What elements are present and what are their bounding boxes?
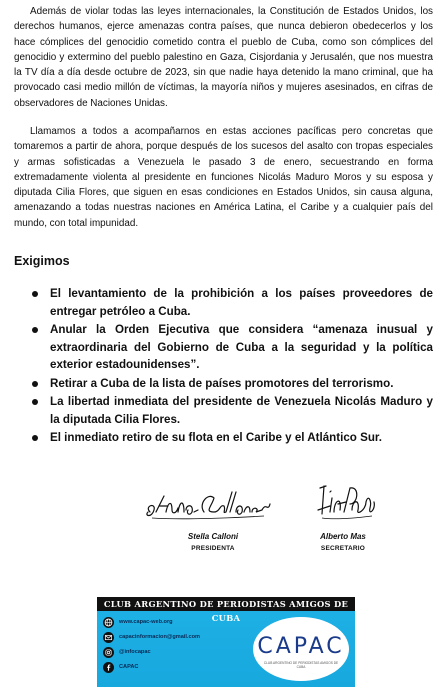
- list-item: [14, 393, 433, 428]
- list-item: [14, 375, 433, 393]
- demand-text: Anular la Orden Ejecutiva que considera “amenaza inusual y extraordinaria del Gobierno de Cuba a la seguridad y la política exterior estadounidenses”.: [50, 323, 433, 371]
- contact-text: @infocapac: [119, 649, 151, 655]
- capac-logo: [253, 617, 349, 681]
- list-item: [14, 285, 433, 320]
- contact-text: www.capac-web.org: [119, 619, 173, 625]
- bullet-icon: [32, 327, 38, 333]
- contact-instagram[interactable]: [103, 645, 151, 659]
- bullet-icon: [32, 381, 38, 387]
- banner-title: CLUB ARGENTINO DE PERIODISTAS AMIGOS DE CUBA: [97, 597, 355, 611]
- contact-facebook[interactable]: [103, 660, 138, 674]
- signatory-role: PRESIDENTA: [191, 545, 235, 552]
- signatory-name: Stella Calloni: [187, 532, 239, 541]
- body-paragraph-1: Además de violar todas las leyes internacionales, la Constitución de Estados Unidos, los derechos humanos, ejerce amenazas contra países, que nunca debieron obedecerlos y los hace cómplices del genocidio cometido contra el pueblo de Cuba, como son cómplices del genocidio y extermino del pueblo palestino en Gaza, Cisjordania y Jerusalén, que nos muestra la TV día a día desde octubre de 2023, sin que nadie haya detenido la mano criminal, que ha provocado casi medio millón de víctimas, la mayoría niños y mujeres asesinados, en cifras de observadores de Naciones Unidas.: [14, 6, 433, 109]
- logo-subtitle: CLUB ARGENTINO DE PERIODISTAS AMIGOS DE CUBA: [263, 661, 339, 669]
- demands-list: [14, 285, 433, 448]
- globe-icon: [103, 617, 114, 628]
- bullet-icon: [32, 435, 38, 441]
- signatory-name: Alberto Mas: [320, 532, 366, 541]
- organization-banner: [97, 597, 355, 687]
- signatory-role: SECRETARIO: [320, 545, 366, 552]
- demand-text: El inmediato retiro de su flota en el Caribe y el Atlántico Sur.: [50, 431, 383, 444]
- contact-website[interactable]: [103, 615, 173, 629]
- body-paragraph-2: Llamamos a todos a acompañarnos en estas acciones pacíficas pero concretas que tomaremos a partir de ahora, porque después de los sucesos del asalto con tropas especiales y armas sofisticadas a Venezuela le pasado 3 de enero, secuestrando en forma extremadamente violenta al presidente en funciones Nicolás Maduro Moros y su esposa y diputada Cilia Flores, que siguen en esas condiciones en Estados Unidos, sin causa alguna, amenazando a todas nuestras naciones en América Latina, el Caribe y a cualquier país del mundo, con total impunidad.: [14, 126, 433, 229]
- bullet-icon: [32, 291, 38, 297]
- signature-stella-calloni: [142, 482, 272, 526]
- list-item: [14, 321, 433, 374]
- logo-text: CAPAC: [257, 634, 345, 659]
- section-heading: Exigimos: [14, 254, 70, 268]
- email-icon: [103, 632, 114, 643]
- demand-text: Retirar a Cuba de la lista de países promotores del terrorismo.: [50, 376, 394, 390]
- instagram-icon: [103, 647, 114, 658]
- bullet-icon: [32, 399, 38, 405]
- list-item: [14, 429, 433, 447]
- facebook-icon: [103, 662, 114, 673]
- demand-text: El levantamiento de la prohibición a los países proveedores de entregar petróleo a Cuba.: [50, 287, 433, 318]
- contact-text: CAPAC: [119, 664, 139, 670]
- demand-text: La libertad inmediata del presidente de Venezuela Nicolás Maduro y la diputada Cilia Flores.: [50, 395, 433, 426]
- contact-text: capacinformacion@gmail.com: [119, 634, 200, 640]
- signature-alberto-mas: [316, 480, 378, 526]
- contact-email[interactable]: [103, 630, 200, 644]
